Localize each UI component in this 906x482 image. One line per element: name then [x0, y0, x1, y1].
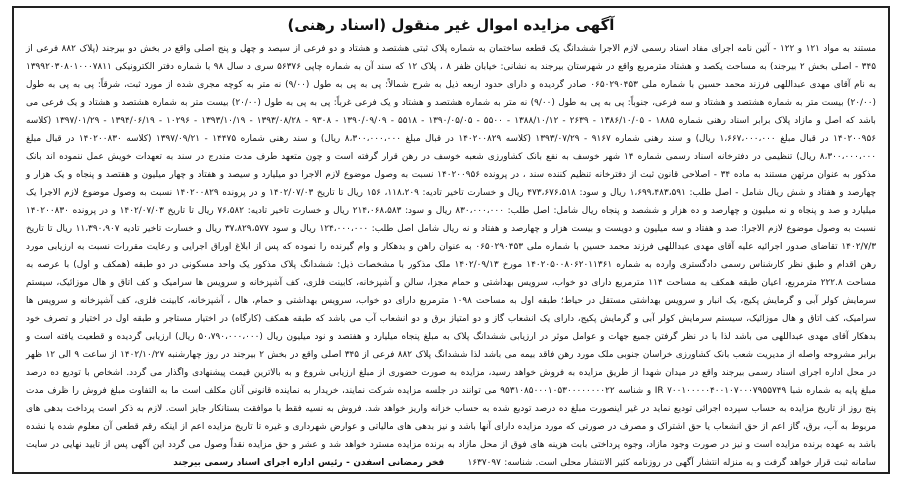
notice-title: آگهی مزایده اموال غیر منقول (اسناد رهنی) — [287, 16, 615, 34]
notice-frame — [12, 6, 890, 474]
notice-body — [26, 40, 876, 472]
signature-inline: فخر رمضانی اسفدن - رئیس اداره اجرای اسناد رسمی بیرجند — [173, 458, 445, 468]
notice-paragraph: مستند به مواد ۱۲۱ و ۱۲۲ - آئین نامه اجرای مفاد اسناد رسمی لازم الاجرا ششدانگ یک قطعه ساختمان به شماره پلاک ثبتی هشتصد و هشتاد و دو فرعی از سیصد و چهل و پنج اصلی واقع در بخش دو بیرجند (پلاک ۸۸۲ فرعی از ۳۴۵ - اصلی بخش ۲ بیرجند) به مساحت یکصد و هشتاد مترمربع واقع در شهرستان بیرجند به نشانی: خیابان ظفر ۸ ، پلاک ۱۲ که سند آن به شماره چاپی ۵۶۳۷۶ سری د سال ۹۸ با شماره دفتر الکترونیکی ۱۳۹۹۲۰۳۰۸۰۱۰۰۰۷۸۱۱ به نام آقای مهدی عبداللهی فرزند محمد حسین با شماره ملی ۰۶۵۰۲۹۰۴۵۳ صادر گردیده و دارای حدود اربعه ذیل به شرح شمالاً: پی به پی به طول (۹/۰۰) نه متر به کوچه مجری شده از مورد ثبت، شرقاً: پی به پی به طول (۲۰/۰۰) بیست متر به شماره هشتصد و هشتاد و سه فرعی، جنوباً: پی به پی به طول (۹/۰۰) نه متر به شماره هشتصد و هشتاد و یک فرعی غرباً: پی به پی به طول (۲۰/۰۰) بیست متر به شماره هشتصد و هشتاد و یک فرعی می باشد که اصل و مازاد پلاک برابر اسناد رهنی شماره ۱۸۸۵ - ۱۳۸۶/۱۰/۰۵ - ۲۶۳۹ - ۱۳۸۸/۱۰/۱۲ - ۵۵۰۰ - ۱۳۹۰/۰۵/۰۵ - ۵۵۱۸ - ۱۳۹۰/۰۹/۰۹ - ۹۳۰۸ - ۱۳۹۳/۰۸/۲۸ - ۱۳۹۳/۱۰/۱۹ - ۱۰۲۹۶ - ۱۳۹۴/۰۶/۱۹ - ۱۳۹۷/۰۱/۲۹ (کلاسه ۱۴۰۲۰۰۹۵۶ در قبال مبلغ ۱،۶۶۷،۰۰۰،۰۰۰ ریال) و سند رهنی شماره ۹۱۶۷ - ۱۳۹۳/۰۷/۲۹ (کلاسه ۱۴۰۲۰۰۸۲۹ در قبال مبلغ ۸،۳۰۰،۰۰۰،۰۰۰ ریال) و سند رهنی شماره ۱۴۴۷۵ - ۱۳۹۷/۰۹/۲۱ (کلاسه ۱۴۰۲۰۰۸۳۰ در قبال مبلغ ۸،۳۰۰،۰۰۰،۰۰۰ ریال) تنظیمی در دفترخانه اسناد رسمی شماره ۱۴ شهر خوسف به نفع بانک کشاورزی شعبه خوسف در رهن قرار گرفته است و چون متعهد طرف مدت مندرج در سند به تعهدات خویش عمل ننموده اند بانک مذکور به عنوان مرتهن مستند به ماده ۳۴ - اصلاحی قانون ثبت از دفترخانه تنظیم کننده سند ، در پرونده ۱۴۰۲۰۰۹۵۶ نسبت به وصول موضوع لازم الاجرا دو میلیارد و سیصد و هفتاد و چهار میلیون و هفتصد و پنجاه و یک هزار و چهارصد و هفتاد و شش ریال شامل - اصل طلب: ۱،۶۹۹،۴۸۳،۵۹۱ ریال و سود: ۴۷۳،۶۷۶،۵۱۸ ریال و خسارت تاخیر تادیه: ۱۱۸،۲۰۹، ۱۵۶ ریال تا تاریخ ۱۴۰۲/۰۷/۰۳ و در پرونده ۱۴۰۲۰۰۸۲۹ نسبت به وصول موضوع لازم الاجرا یک میلیارد و صد و پنجاه و نه میلیون و چهارصد و ده هزار و ششصد و پنجاه ریال شامل: اصل طلب: ۸۳۰،۰۰۰،۰۰۰ ریال و سود: ۲۱۴،۰۶۸،۵۸۳ ریال و خسارت تاخیر تادیه: ۷۶،۵۸۲ ریال تا تاریخ ۱۴۰۲/۰۷/۰۳ و در پرونده ۱۴۰۲۰۰۸۳۰ نسبت به وصول موضوع لازم الاجرا: صد و هفتاد و سه میلیون و دویست و بیست هزار و چهارصد و هفتاد و نه ریال شامل اصل طلب: ۱۲۴،۰۰۰،۰۰۰ ریال و سود ۳۷،۸۲۹،۵۷۷ ریال و خسارت تاخیر تادیه ۱۱،۳۹۰،۹۰۷ ریال تا تاریخ ۱۴۰۲/۷/۳ تقاضای صدور اجرائیه علیه آقای مهدی عبداللهی فرزند محمد حسین با شماره ملی ۰۶۵۰۲۹۰۴۵۳ به عنوان راهن و بدهکار و وام گیرنده را نموده که پس از ابلاغ اوراق اجرایی و رعایت مقررات نسبت به ارزیابی مورد رهن اقدام و طبق نظر کارشناس رسمی دادگستری وارده به شماره ۱۴۰۲۰۵۰۰۸۰۶۲۰۱۱۳۶۱ مورخ ۱۴۰۲/۰۹/۱۳ ملک مذکور با مشخصات ذیل: ششدانگ پلاک مذکور یک واحد مسکونی در دو طبقه (همکف و اول) با عرصه به مساحت ۲۲۲.۸ مترمربع، اعیان طبقه همکف به مساحت ۱۱۴ مترمربع دارای دو خواب، سرویس بهداشتی و حمام مجزا، سالن و آشپزخانه، کابینت فلزی، کف آشپزخانه و سرویس ها سرامیک و کف اتاق و هال موزائیک، سیستم سرمایش کولر آبی و گرمایش پکیج، یک انبار و سرویس بهداشتی مستقل در حیاط؛ طبقه اول به مساحت ۱۰۹۸ مترمربع دارای دو خواب، سرویس بهداشتی و حمام، هال ، آشپزخانه، کابینت فلزی، کف آشپزخانه و سرویس ها سرامیک، کف اتاق و هال موزائیک، سیستم سرمایش کولر آبی و گرمایش پکیج، دارای یک انشعاب گاز و دو امتیاز برق و دو انشعاب آب می باشد که طبقه همکف (کارگاه) در اختیار مستاجر و طبقه اول در اختیار و تصرف خود بدهکار آقای مهدی عبداللهی می باشد لذا با در نظر گرفتن جمیع جهات و عوامل موثر در ارزیابی ششدانگ پلاک به مبلغ پنجاه میلیارد و هفتصد و نود میلیون ریال (۵۰،۷۹۰،۰۰۰،۰۰۰ ریال) ارزیابی گردیده و قطعیت یافته است و برابر مشروحه واصله از مدیریت شعب بانک کشاورزی خراسان جنوبی ملک مورد رهن فاقد بیمه می باشد لذا ششدانگ پلاک ۸۸۲ فرعی از ۳۴۵ اصلی واقع در بخش ۲ بیرجند در روز چهارشنبه ۱۴۰۲/۱۰/۲۷ از ساعت ۹ الی ۱۲ ظهر در محل اداره اجرای اسناد رسمی بیرجند واقع در میدان شهدا از طریق مزایده به فروش خواهد رسید، مزایده به صورت حضوری از مبلغ ارزیابی شروع و به بالاترین قیمت پیشنهادی واگذار می گردد. اشخاص با تودیع ده درصد مبلغ پایه به شماره شبا IR ۷۰۰۱۰۰۰۰۰۴۰۰۱۰۷۰۰۰۷۹۵۵۷۴۹ و شناسه ۹۵۳۱۰۸۵۰۰۰۱۰۵۳۰۰۰۰۰۰۰۰۲۲ می توانند در جلسه مزایده شرکت نمایند، خریدار به نماینده قانونی آنان مکلف است ما به التفاوت مبلغ فروش را ظرف مدت پنج روز از تاریخ مزایده به حساب سپرده اجرائی تودیع نماید در غیر اینصورت مبلغ ده درصد تودیع شده به حساب خزانه واریز خواهد شد. فروش به نسیه فقط با موافقت بستانکار جایز است. لازم به ذکر است پرداخت بدهی های مربوط به آب، برق، گاز اعم از حق انشعاب یا حق اشتراک و مصرف در صورتی که مورد مزایده دارای آنها باشد و نیز بدهی های مالیاتی و عوارض شهرداری و غیره تا تاریخ مزایده اعم از اینکه رقم قطعی آن معلوم شده یا نشده باشد به عهده برنده مزایده است و نیز در صورت وجود مازاد، وجوه پرداختی بابت هزینه های فوق از محل مازاد به برنده مزایده مسترد خواهد شد و عشر و حق مزایده نقداً وصول می گردد این آگهی پس از تایید نهایی در سایت سامانه ثبت قرار خواهد گرفت و به منزله انتشار آگهی در روزنامه کثیر الانتشار محلی است. شناسه: ۱۶۳۷۰۹۷ — [26, 44, 877, 468]
